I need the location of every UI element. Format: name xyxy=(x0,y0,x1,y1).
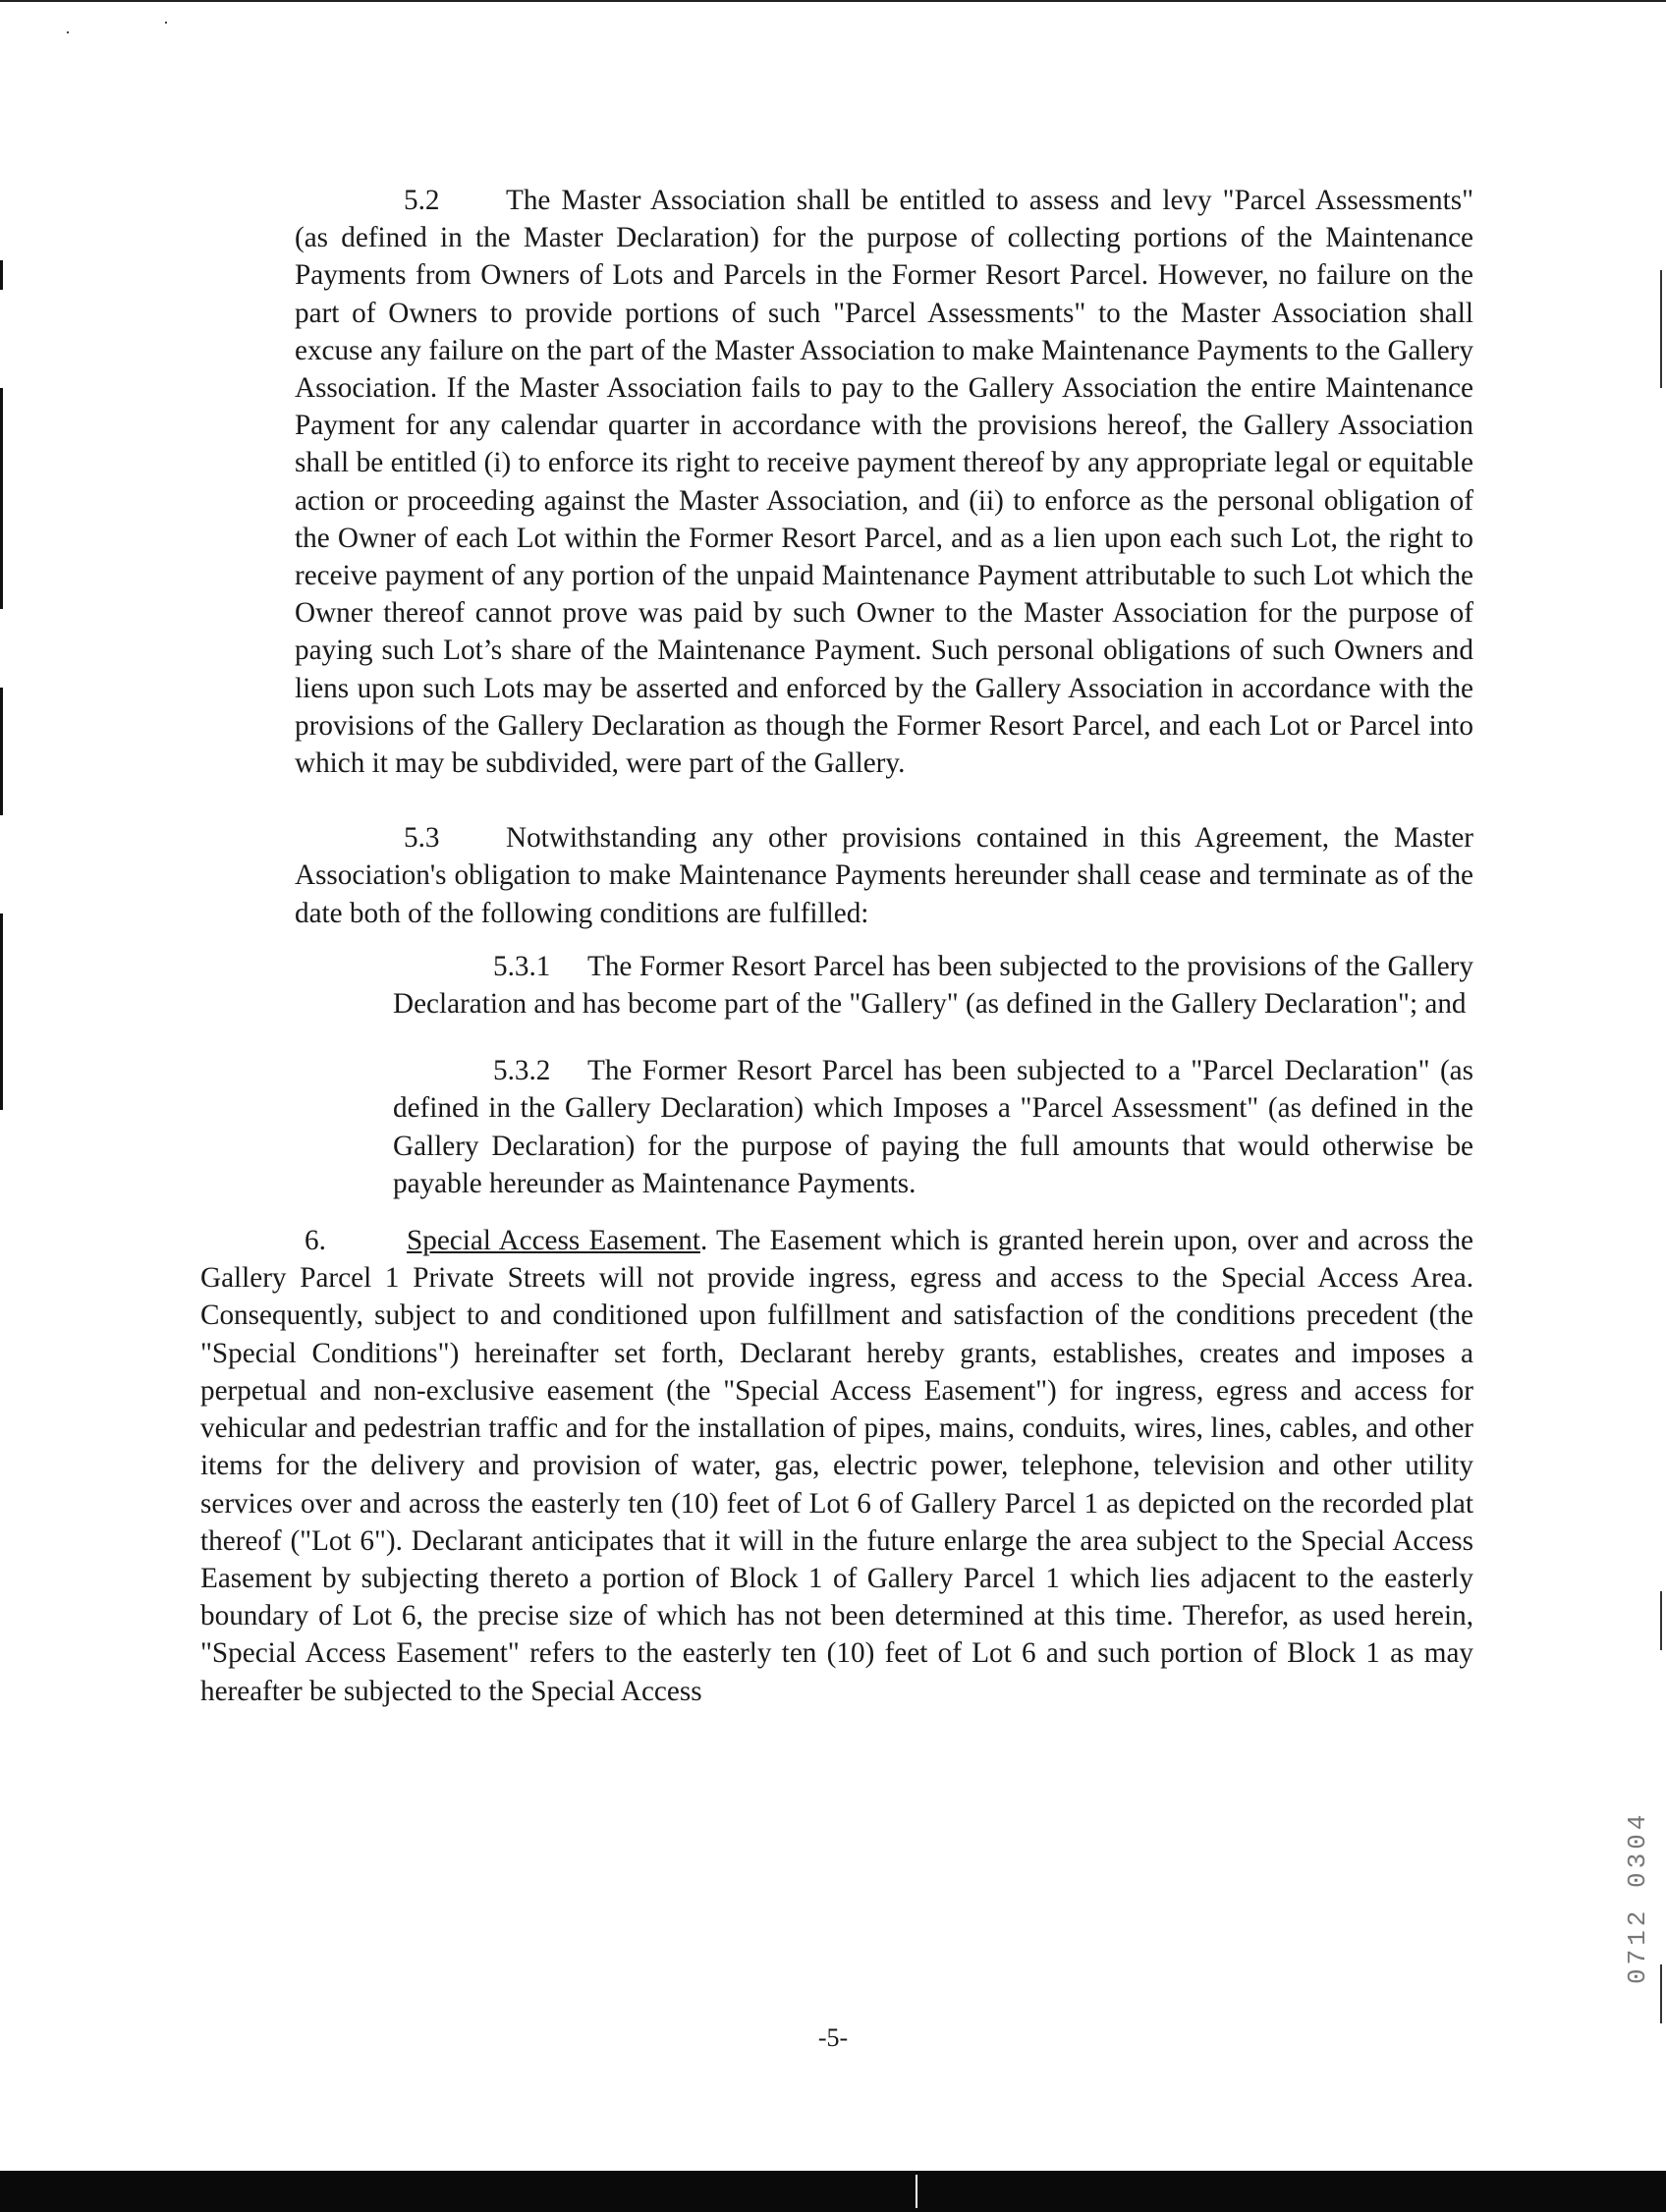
section-number: 6. xyxy=(305,1225,326,1257)
paragraph-6 xyxy=(200,1222,1473,1710)
paragraph-text: The Former Resort Parcel has been subjected to a "Parcel Declaration" (as defined in the Gallery Declaration) which Imposes a "Parcel Assessment" (as defined in the Gallery Declaration) for the purpose of paying the full amounts that would otherwise be payable hereunder as Maintenance Payments. xyxy=(393,1055,1473,1199)
top-scan-edge xyxy=(0,0,1666,2)
section-number: 5.2 xyxy=(404,185,440,216)
scan-speck xyxy=(67,31,69,33)
paragraph-5-3-1 xyxy=(200,948,1473,1023)
left-scan-mark xyxy=(0,388,3,609)
paragraph-5-3 xyxy=(200,819,1473,932)
left-scan-mark xyxy=(0,260,3,290)
paragraph-text: The Former Resort Parcel has been subjected to the provisions of the Gallery Declaration and has become part of the "Gallery" (as defined in the Gallery Declaration"; and xyxy=(393,950,1473,1021)
section-number: 5.3.1 xyxy=(493,950,551,982)
margin-recording-stamp xyxy=(1623,1631,1656,1984)
scan-speck xyxy=(165,22,167,24)
paragraph-5-2 xyxy=(200,182,1473,782)
right-scan-mark xyxy=(1660,1591,1662,1650)
left-scan-mark xyxy=(0,913,3,1110)
bottom-scan-edge xyxy=(0,2171,1666,2212)
margin-stamp-text: 0712 0304 xyxy=(1623,1810,1652,1984)
page-number: -5- xyxy=(817,2023,849,2052)
left-scan-mark xyxy=(0,688,3,815)
right-scan-mark xyxy=(1660,270,1662,388)
document-body xyxy=(200,182,1473,1710)
paragraph-text: The Easement which is granted herein upon, over and across the Gallery Parcel 1 Private Streets will not provide ingress, egress and access to the Special Access Area. Consequently, subject to and conditioned upon fulfillment and satisfaction of the conditions precedent (the "Special Conditions") hereinafter set forth, Declarant hereby grants, establishes, creates and imposes a perpetual and non-exclusive easement (the "Special Access Easement") for ingress, egress and access for vehicular and pedestrian traffic and for the installation of pipes, mains, conduits, wires, lines, cables, and other items for the delivery and provision of water, gas, electric power, telephone, television and other utility services over and across the easterly ten (10) feet of Lot 6 of Gallery Parcel 1 as depicted on the recorded plat thereof ("Lot 6"). Declarant anticipates that it will in the future enlarge the area subject to the Special Access Easement by subjecting thereto a portion of Block 1 of Gallery Parcel 1 which lies adjacent to the easterly boundary of Lot 6, the precise size of which has not been determined at this time. Therefor, as used herein, "Special Access Easement" refers to the easterly ten (10) feet of Lot 6 and such portion of Block 1 as may hereafter be subjected to the Special Access xyxy=(200,1225,1473,1707)
section-heading: Special Access Easement xyxy=(407,1225,700,1257)
section-number: 5.3.2 xyxy=(493,1055,551,1087)
bottom-scan-tick xyxy=(916,2175,917,2208)
right-scan-mark xyxy=(1660,1964,1662,2023)
heading-suffix: . xyxy=(699,1225,708,1257)
paragraph-text: Notwithstanding any other provisions contained in this Agreement, the Master Association's obligation to make Maintenance Payments hereunder shall cease and terminate as of the date both of the following conditions are fulfilled: xyxy=(295,822,1473,929)
section-number: 5.3 xyxy=(404,822,440,855)
paragraph-text: The Master Association shall be entitled to assess and levy "Parcel Assessments" (as defined in the Master Declaration) for the purpose of collecting portions of the Maintenance Payments from Owners of Lots and Parcels in the Former Resort Parcel. However, no failure on the part of Owners to provide portions of such "Parcel Assessments" to the Master Association shall excuse any failure on the part of the Master Association to make Maintenance Payments to the Gallery Association. If the Master Association fails to pay to the Gallery Association the entire Maintenance Payment for any calendar quarter in accordance with the provisions hereof, the Gallery Association shall be entitled (i) to enforce its right to receive payment thereof by any appropriate legal or equitable action or proceeding against the Master Association, and (ii) to enforce as the personal obligation of the Owner of each Lot within the Former Resort Parcel, and as a lien upon each such Lot, the right to receive payment of any portion of the unpaid Maintenance Payment attributable to such Lot which the Owner thereof cannot prove was paid by such Owner to the Master Association for the purpose of paying such Lot’s share of the Maintenance Payment. Such personal obligations of such Owners and liens upon such Lots may be asserted and enforced by the Gallery Association in accordance with the provisions of the Gallery Declaration as though the Former Resort Parcel, and each Lot or Parcel into which it may be subdivided, were part of the Gallery. xyxy=(295,185,1473,780)
paragraph-5-3-2 xyxy=(200,1052,1473,1202)
